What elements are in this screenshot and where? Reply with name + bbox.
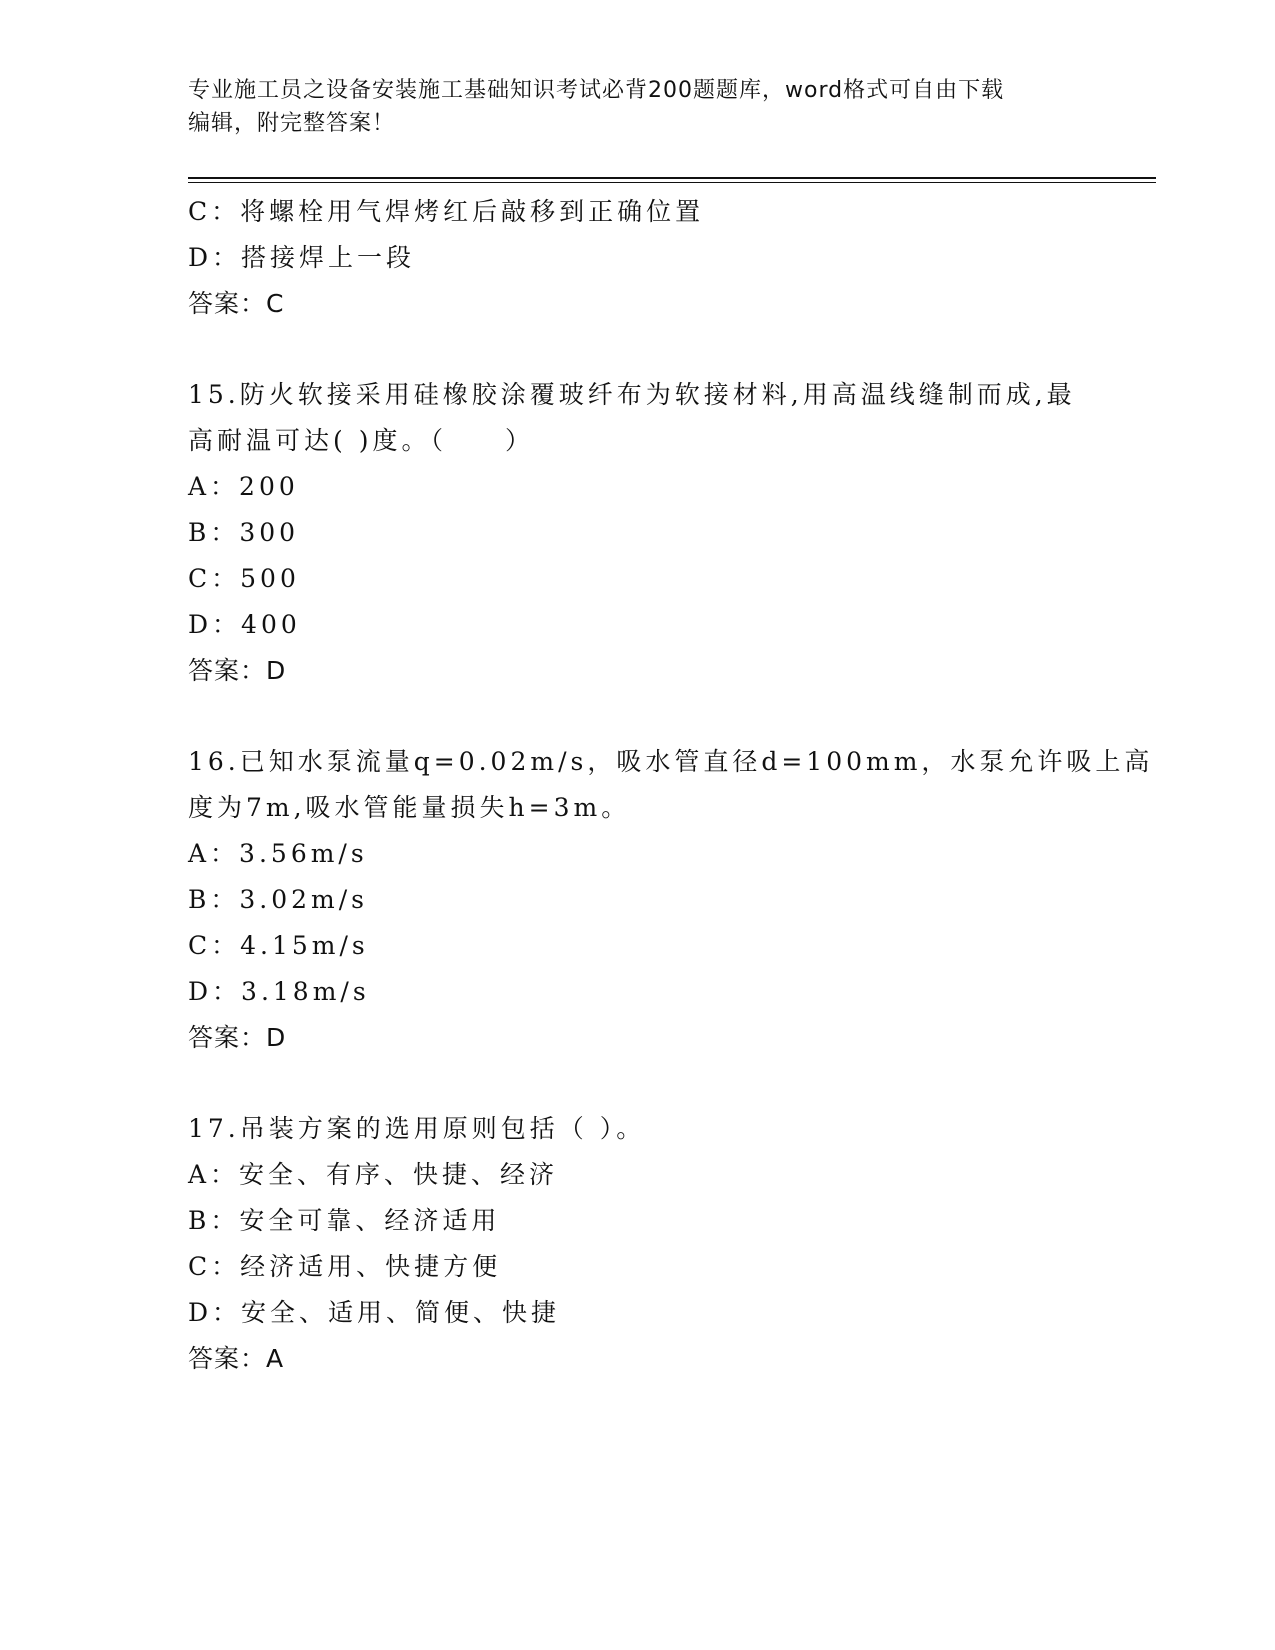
- header-title-line-2: 编辑，附完整答案！: [188, 111, 396, 136]
- question-stem-line-2: 高耐温可达( )度。（ ）: [188, 426, 534, 455]
- answer-line: 答案：A: [188, 1344, 285, 1373]
- question-spacer: [188, 1061, 1088, 1106]
- option-d: D：安全、适用、简便、快捷: [188, 1298, 561, 1327]
- header-divider-thin: [188, 182, 1156, 183]
- page-header: [188, 74, 1068, 140]
- question-14-continued: [188, 189, 1088, 327]
- option-b: B：3.02m/s: [188, 885, 368, 914]
- answer-line: 答案：C: [188, 289, 285, 318]
- question-16: [188, 739, 1154, 1061]
- option-b: B：安全可靠、经济适用: [188, 1206, 501, 1235]
- option-a: A：3.56m/s: [188, 839, 368, 868]
- question-stem-line-1: 17.吊装方案的选用原则包括（ ）。: [188, 1114, 646, 1143]
- question-spacer: [188, 694, 1088, 739]
- question-list: [188, 189, 1154, 1382]
- question-stem-line-2: 度为7m,吸水管能量损失h=3m。: [188, 793, 631, 822]
- option-c: C：500: [188, 564, 300, 593]
- option-d: D：搭接焊上一段: [188, 243, 416, 272]
- answer-line: 答案：D: [188, 1023, 287, 1052]
- question-17: [188, 1106, 1088, 1382]
- question-15: [188, 372, 1088, 694]
- option-d: D：400: [188, 610, 301, 639]
- option-b: B：300: [188, 518, 300, 547]
- option-a: A：200: [188, 472, 299, 501]
- header-divider-thick: [188, 177, 1156, 179]
- header-title-line-1: 专业施工员之设备安装施工基础知识考试必背200题题库，word格式可自由下载: [188, 78, 1005, 103]
- option-c: C：将螺栓用气焊烤红后敲移到正确位置: [188, 197, 705, 226]
- question-stem-line-1: 15.防火软接采用硅橡胶涂覆玻纤布为软接材料,用高温线缝制而成,最: [188, 380, 1076, 409]
- question-stem-line-1: 16.已知水泵流量q=0.02m/s，吸水管直径d=100mm，水泵允许吸上高: [188, 747, 1154, 776]
- answer-line: 答案：D: [188, 656, 287, 685]
- question-spacer: [188, 327, 1088, 372]
- option-a: A：安全、有序、快捷、经济: [188, 1160, 559, 1189]
- option-c: C：经济适用、快捷方便: [188, 1252, 502, 1281]
- option-c: C：4.15m/s: [188, 931, 369, 960]
- option-d: D：3.18m/s: [188, 977, 370, 1006]
